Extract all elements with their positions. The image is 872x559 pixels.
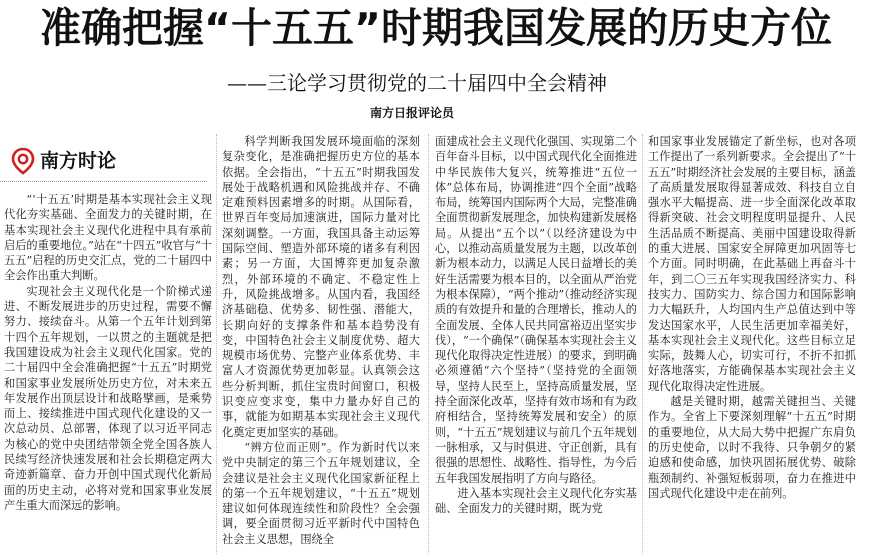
paragraph: 实现社会主义现代化是一个阶梯式递进、不断发展进步的历史过程，需要不懈努力、接续奋斗。从第一个五年计划到第十四个五年规划，一以贯之的主题就是把我国建设成为社会主义现代化国家。党的二十届四中全会准确把握“十五五”时期党和国家事业发展所处历史方位，对未来五年发展作出顶层设计和战略擘画，是乘势而上、接续推进中国式现代化建设的又一次总动员、总部署，体现了以习近平同志为核心的党中央团结带领全党全国各族人民续写经济快速发展和社会长期稳定两大奇迹新篇章、奋力开创中国式现代化新局面的历史主动，必将对党和国家事业发展产生重大而深远的影响。 — [4, 284, 212, 512]
column-divider — [428, 134, 430, 554]
article-column-1 — [4, 192, 212, 554]
brand-name: 南方时论 — [40, 150, 117, 172]
paragraph: 越是关键时期，越需关键担当、关键作为。全省上下要深刻理解“十五五”时期的重要地位，从大局大势中把握广东肩负的历史使命，以时不我待、只争朝夕的紧迫感和使命感，加快巩固拓展优势、破除瓶颈制约、补强短板弱项，奋力在推进中国式现代化建设中走在前列。 — [648, 395, 856, 500]
column-divider — [642, 134, 644, 554]
headline: 准确把握“十五五”时期我国发展的历史方位 — [40, 4, 832, 52]
article-column-4 — [648, 134, 856, 554]
brand-divider — [0, 181, 207, 183]
paragraph: 进入基本实现社会主义现代化夯实基础、全面发力的关键时期，既为党 — [435, 486, 637, 516]
paragraph: “辨方位而正则”。作为新时代以来党中央制定的第三个五年规划建议，全会建议是社会主义现代化国家新征程上的第一个五年规划建议，“十五五”规划建议如何体现连续性和阶段性？全会强调，要全面贯彻习近平新时代中国特色社会主义思想，围绕全 — [222, 440, 420, 546]
location-pin-icon — [10, 147, 36, 175]
column-brand — [10, 147, 217, 175]
subtitle: ——三论学习贯彻党的二十届四中全会精神 — [227, 71, 607, 95]
paragraph: 和国家事业发展锚定了新坐标，也对各项工作提出了一系列新要求。全会提出了“十五五”时期经济社会发展的主要目标，涵盖了高质量发展取得显著成效、科技自立自强水平大幅提高、进一步全面深化改革取得新突破、社会文明程度明显提升、人民生活品质不断提高、美丽中国建设取得新的重大进展、国家安全屏障更加巩固等七个方面。同时明确，在此基础上再奋斗十年，到二〇三五年实现我国经济实力、科技实力、国防实力、综合国力和国际影响力大幅跃升，人均国内生产总值达到中等发达国家水平，人民生活更加幸福美好，基本实现社会主义现代化。这些目标立足实际，鼓舞人心，切实可行，不折不扣抓好落地落实，方能确保基本实现社会主义现代化取得决定性进展。 — [648, 135, 856, 393]
article-column-3 — [435, 134, 637, 554]
article-column-2 — [222, 134, 420, 554]
paragraph: “‘十五五’时期是基本实现社会主义现代化夯实基础、全面发力的关键时期，在基本实现社会主义现代化进程中具有承前启后的重要地位。”站在“十四五”收官与“十五五”启程的历史交汇点，党的二十届四中全会作出重大判断。 — [4, 193, 212, 283]
column-divider — [216, 134, 218, 554]
paragraph: 科学判断我国发展环境面临的深刻复杂变化，是准确把握历史方位的基本依据。全会指出，“十五五”时期我国发展处于战略机遇和风险挑战并存、不确定难预料因素增多的时期。从国际看，世界百年变局加速演进，国际力量对比深刻调整。一方面，我国具备主动运筹国际空间、塑造外部环境的诸多有利因素；另一方面，大国博弈更加复杂激烈，外部环境的不确定、不稳定性上升，风险挑战增多。从国内看，我国经济基础稳、优势多、韧性强、潜能大，长期向好的支撑条件和基本趋势没有变，中国特色社会主义制度优势、超大规模市场优势、完整产业体系优势、丰富人才资源优势更加彰显。认真领会这些分析判断，抓住宝贵时间窗口，积极识变应变求变，集中力量办好自己的事，就能为如期基本实现社会主义现代化奠定更加坚实的基础。 — [222, 135, 420, 439]
byline: 南方日报评论员 — [370, 106, 455, 120]
paragraph: 面建成社会主义现代化强国、实现第二个百年奋斗目标，以中国式现代化全面推进中华民族伟大复兴，统筹推进“五位一体”总体布局，协调推进“四个全面”战略布局，统筹国内国际两个大局，完整准确全面贯彻新发展理念，加快构建新发展格局。从提出“五个以”（以经济建设为中心，以推动高质量发展为主题，以改革创新为根本动力，以满足人民日益增长的美好生活需要为根本目的，以全面从严治党为根本保障），“两个推动”（推动经济实现质的有效提升和量的合理增长，推动人的全面发展、全体人民共同富裕迈出坚实步伐），“一个确保”（确保基本实现社会主义现代化取得决定性进展）的要求，到明确必须遵循“六个坚持”（坚持党的全面领导，坚持人民至上，坚持高质量发展，坚持全面深化改革，坚持有效市场和有为政府相结合，坚持统筹发展和安全）的原则，“十五五”规划建议与前几个五年规划一脉相承，又与时俱进、守正创新，具有很强的思想性、战略性、指导性，为今后五年我国发展指明了方向与路径。 — [435, 135, 637, 485]
